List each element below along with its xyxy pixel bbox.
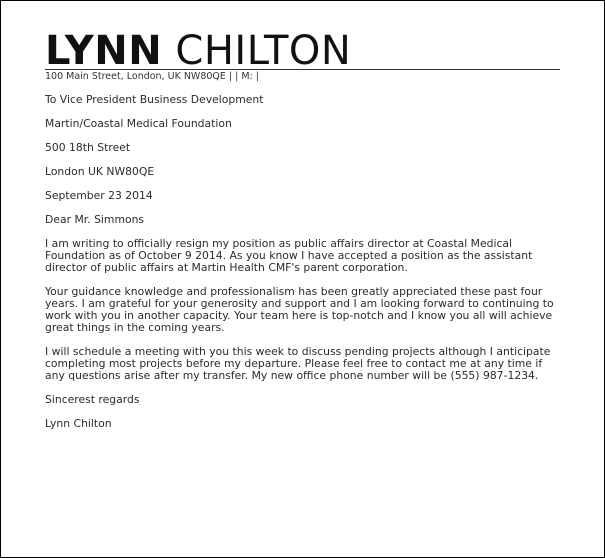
letter-body (45, 94, 565, 442)
recipient-title: To Vice President Business Development (45, 93, 264, 106)
signature: Lynn Chilton (45, 417, 112, 430)
salutation: Dear Mr. Simmons (45, 213, 145, 226)
sender-contact-line: 100 Main Street, London, UK NW80QE | | M: | (45, 71, 259, 82)
sender-first-name: LYNN (45, 28, 163, 74)
recipient-organization: Martin/Coastal Medical Foundation (45, 117, 232, 130)
body-paragraph-2: Your guidance knowledge and professionalism has been greatly appreciated these past four years. I am grateful for your generosity and support and I am looking forward to continuing to work with you in another capacity. Your team here is top-notch and I know you all will achieve great things in the coming years. (45, 285, 554, 334)
body-paragraph-3: I will schedule a meeting with you this week to discuss pending projects although I anticipate completing most projects before my departure. Please feel free to contact me at any time if any questions arise after my transfer. My new office phone number will be (555) 987-1234. (45, 345, 551, 382)
closing: Sincerest regards (45, 393, 140, 406)
sender-name (45, 27, 351, 75)
letter-date: September 23 2014 (45, 189, 153, 202)
body-paragraph-1: I am writing to officially resign my position as public affairs director at Coastal Medical Foundation as of October 9 2014. As you know I have accepted a position as the assistant director of public affairs at Martin Health CMF's parent corporation. (45, 237, 533, 274)
sender-last-name: CHILTON (175, 28, 352, 74)
recipient-street: 500 18th Street (45, 141, 131, 154)
recipient-city: London UK NW80QE (45, 165, 155, 178)
header-divider (45, 69, 560, 70)
